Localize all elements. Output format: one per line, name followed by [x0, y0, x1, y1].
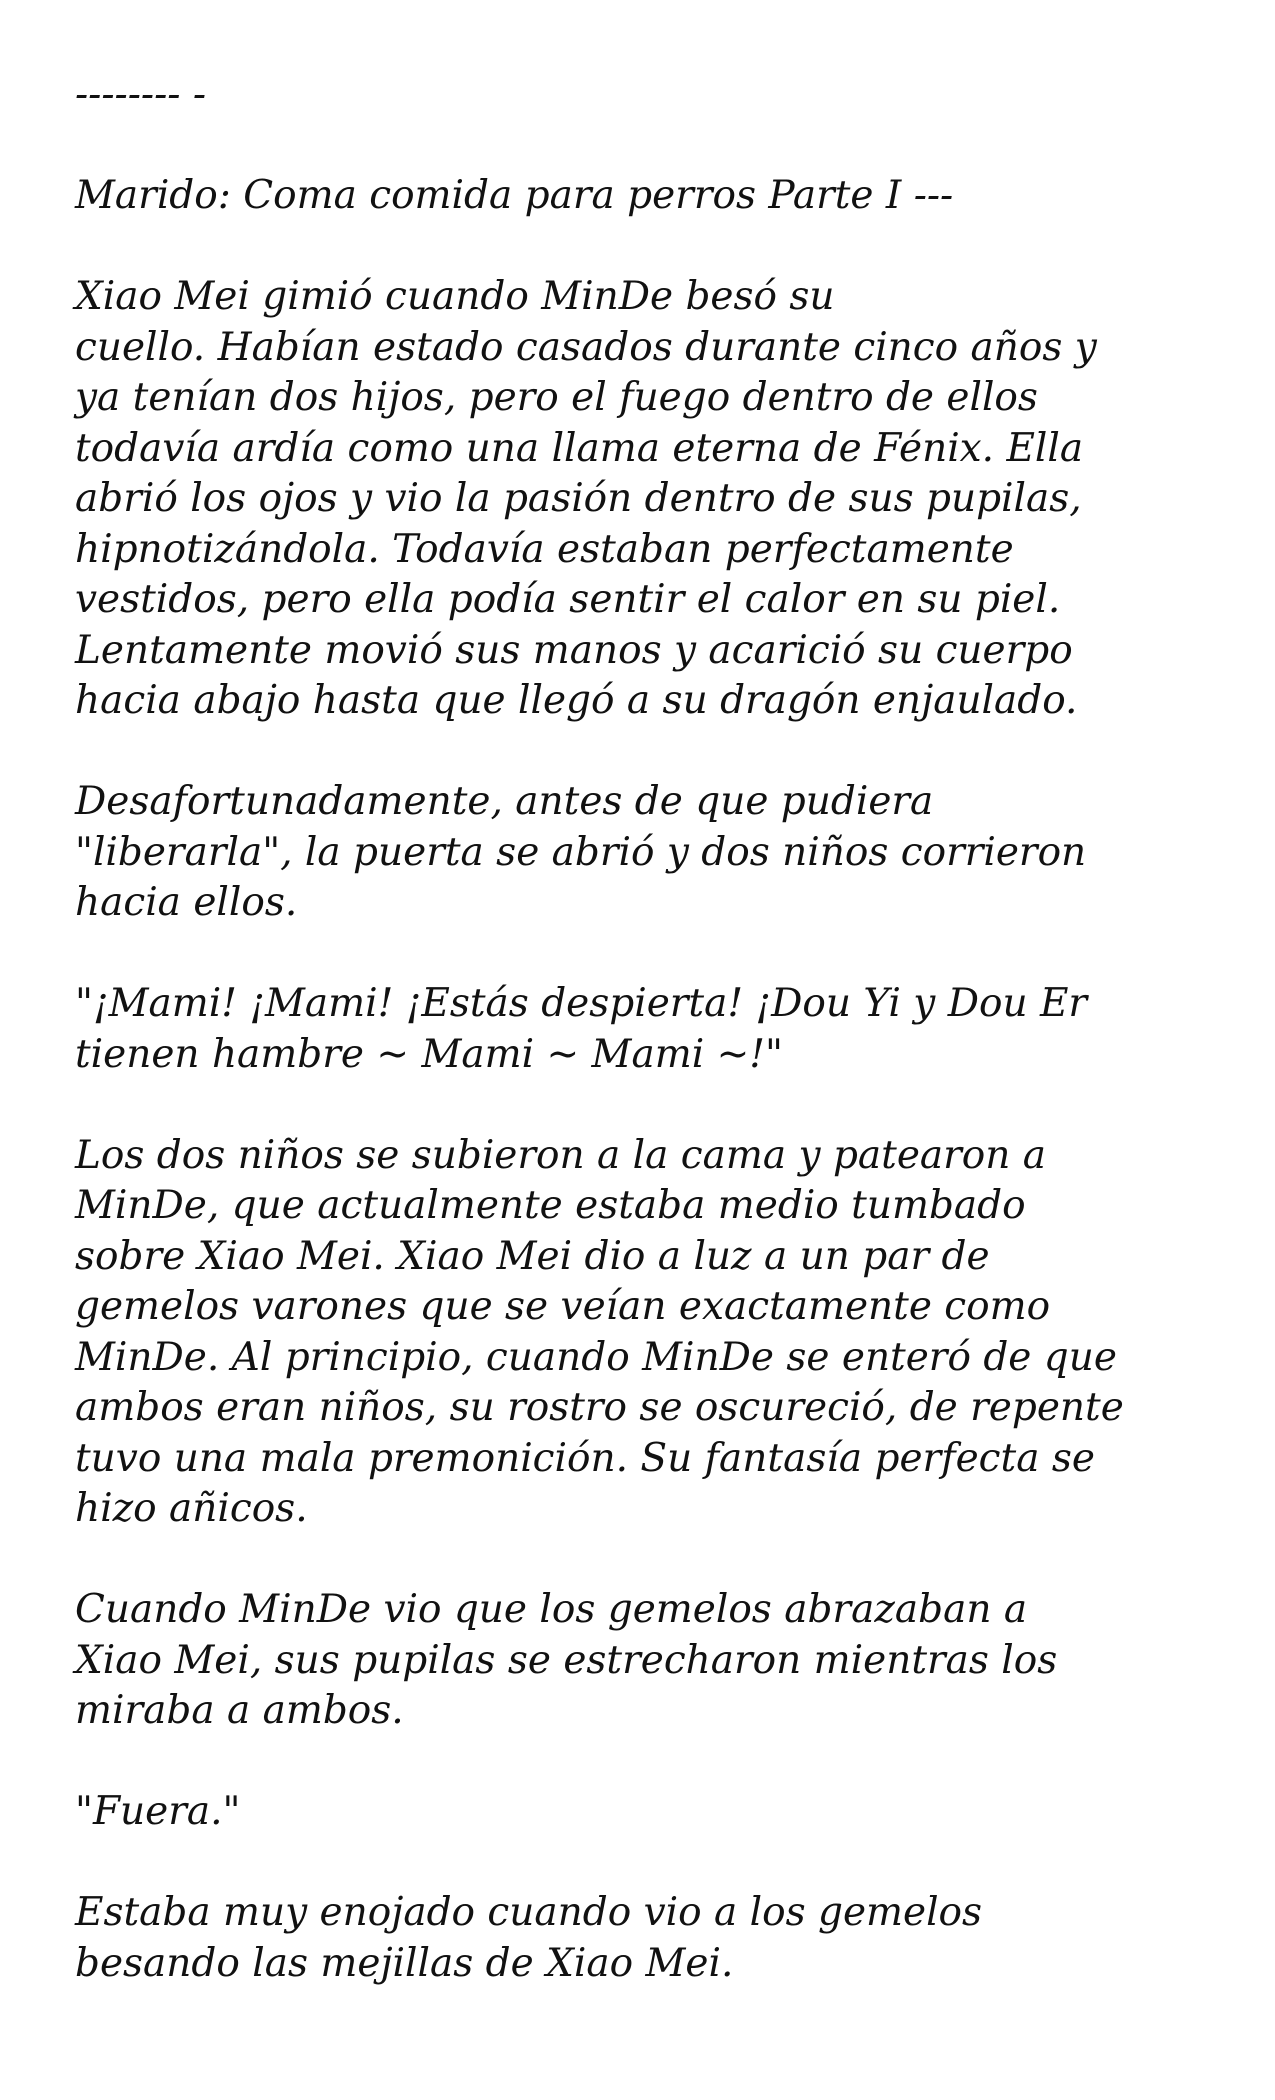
text-line: tienen hambre ~ Mami ~ Mami ~!" — [75, 1031, 783, 1077]
paragraph-4 — [75, 1131, 1210, 1535]
text-line: Xiao Mei gimió cuando MinDe besó su — [75, 274, 835, 319]
text-line: tuvo una mala premonición. Su fantasía perfecta se — [75, 1435, 1095, 1481]
text-line: vestidos, pero ella podía sentir el calor en su piel. — [75, 577, 1061, 622]
text-line: Cuando MinDe vio que los gemelos abrazaban a — [75, 1587, 1028, 1632]
paragraph-1 — [75, 272, 1210, 727]
text-line: Xiao Mei, sus pupilas se estrecharon mientras los — [75, 1637, 1058, 1683]
text-line: Lentamente movió sus manos y acarició su cuerpo — [75, 627, 1073, 673]
document-page — [75, 70, 1210, 2040]
text-line: Desafortunadamente, antes de que pudiera — [75, 779, 934, 824]
text-line: hacia abajo hasta que llegó a su dragón enjaulado. — [75, 678, 1078, 723]
text-line: abrió los ojos y vio la pasión dentro de sus pupilas, — [75, 476, 1082, 521]
text-line: sobre Xiao Mei. Xiao Mei dio a luz a un par de — [75, 1233, 990, 1279]
paragraph-2 — [75, 777, 1210, 929]
text-line: hipnotizándola. Todavía estaban perfectamente — [75, 526, 1014, 572]
text-line: ya tenían dos hijos, pero el fuego dentro de ellos — [75, 375, 1038, 420]
text-line: gemelos varones que se veían exactamente como — [75, 1284, 1051, 1329]
text-line: hizo añicos. — [75, 1486, 308, 1531]
paragraph-5 — [75, 1585, 1210, 1737]
text-line: hacia ellos. — [75, 880, 298, 925]
text-line: "¡Mami! ¡Mami! ¡Estás despierta! ¡Dou Yi y Dou Er — [75, 981, 1088, 1026]
paragraph-3 — [75, 979, 1210, 1080]
paragraph-6 — [75, 1787, 1210, 1838]
text-line: cuello. Habían estado casados durante cinco años y — [75, 324, 1097, 370]
text-line: todavía ardía como una llama eterna de Fénix. Ella — [75, 425, 1084, 471]
paragraph-7 — [75, 1888, 1210, 1989]
text-line: Los dos niños se subieron a la cama y patearon a — [75, 1132, 1047, 1178]
text-line: "Fuera." — [75, 1789, 241, 1834]
text-line: Estaba muy enojado cuando vio a los gemelos — [75, 1890, 983, 1935]
text-line: "liberarla", la puerta se abrió y dos niños corrieron — [75, 829, 1087, 875]
text-line: besando las mejillas de Xiao Mei. — [75, 1940, 734, 1986]
text-line: miraba a ambos. — [75, 1688, 404, 1733]
text-line: ambos eran niños, su rostro se oscureció, de repente — [75, 1385, 1124, 1430]
text-line: MinDe. Al principio, cuando MinDe se enteró de que — [75, 1334, 1117, 1380]
text-line: MinDe, que actualmente estaba medio tumbado — [75, 1183, 1026, 1228]
separator-line: -------- - — [75, 72, 206, 117]
chapter-title: Marido: Coma comida para perros Parte I --- — [75, 173, 954, 218]
